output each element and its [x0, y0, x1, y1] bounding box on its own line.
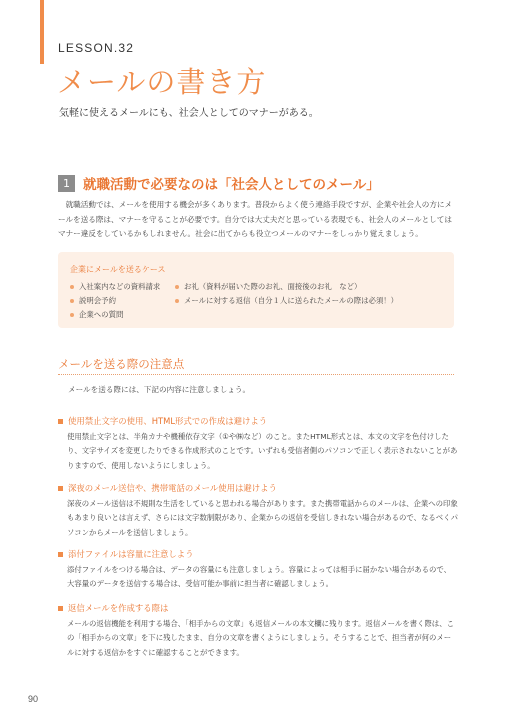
list-item: お礼（資料が届いた際のお礼、面接後のお礼 など） [175, 280, 398, 294]
list-item: 企業への質問 [70, 308, 160, 322]
caution-item-title: 添付ファイルは容量に注意しよう [68, 549, 194, 559]
square-bullet-icon [58, 486, 63, 491]
page-number: 90 [28, 694, 39, 704]
section2-intro: メールを送る際には、下記の内容に注意しましょう。 [68, 385, 251, 394]
caution-item-title: 深夜のメール送信や、携帯電話のメール使用は避けよう [68, 483, 277, 493]
caution-item-body: メールの返信機能を利用する場合、「相手からの文章」も返信メールの本文欄に残ります。返信メールを書く際は、この「相手からの文章」を下に残したまま、自分の文章を書くようにしましょう。そうすることで、担当者が何のメールに対する返信かをすぐに確認することができます。 [67, 619, 454, 657]
caution-item [58, 548, 458, 592]
caution-item-heading [58, 602, 458, 614]
page-subtitle: 気軽に使えるメールにも、社会人としてのマナーがある。 [59, 108, 319, 119]
accent-bar [40, 0, 44, 64]
caution-item-title: 返信メールを作成する際は [68, 603, 169, 613]
caution-item-heading [58, 482, 458, 494]
caution-item [58, 482, 458, 540]
caution-item [58, 602, 458, 660]
square-bullet-icon [58, 552, 63, 557]
list-item: メールに対する返信（自分１人に送られたメールの際は必須！） [175, 294, 398, 308]
caution-item-heading [58, 548, 458, 560]
section2-title: メールを送る際の注意点 [58, 357, 185, 371]
section1-heading [58, 173, 380, 193]
section1-title: 就職活動で必要なのは「社会人としてのメール」 [83, 177, 380, 193]
section2-divider [58, 374, 454, 375]
caution-item-body: 深夜のメール送信は不規則な生活をしていると思われる場合があります。また携帯電話からのメールは、企業への印象もあまり良いとは言えず、さらには文字数制限があり、企業からの返信を受信しきれない場合があるので、なるべくパソコンからメールを送信しましょう。 [67, 499, 458, 537]
section-number-badge: 1 [58, 175, 75, 192]
square-bullet-icon [58, 419, 63, 424]
list-item: 説明会予約 [70, 294, 160, 308]
caution-item-title: 使用禁止文字の使用、HTML形式での作成は避けよう [68, 416, 268, 426]
caution-item-heading [58, 415, 458, 427]
caution-item-body: 添付ファイルをつける場合は、データの容量にも注意しましょう。容量によっては相手に届かない場合があるので、大容量のデータを送信する場合は、受信可能か事前に担当者に確認しましょう。 [67, 565, 452, 589]
email-cases-title: 企業にメールを送るケース [70, 265, 166, 274]
email-cases-box [58, 252, 454, 328]
caution-item [58, 415, 458, 473]
lesson-label: LESSON.32 [58, 41, 135, 55]
page-title: メールの書き方 [57, 65, 267, 99]
email-cases-left-list [70, 280, 160, 322]
square-bullet-icon [58, 606, 63, 611]
caution-item-body: 使用禁止文字とは、半角カナや機種依存文字（①や㈱など）のこと。またHTML形式とは、本文の文字を色付けしたり、文字サイズを変更したりできる作成形式のことです。いずれも受信者側のパソコンで正しく表示されないことがありますので、使用しないようにしましょう。 [67, 432, 458, 470]
email-cases-right-list [175, 280, 398, 308]
list-item: 入社案内などの資料請求 [70, 280, 160, 294]
section1-body: 就職活動では、メールを使用する機会が多くあります。普段からよく使う連絡手段ですが、企業や社会人の方にメールを送る際は、マナーを守ることが必要です。自分では大丈夫だと思っている表現でも、社会人のメールとしてはマナー違反をしているかもしれません。社会に出てからも役立つメールのマナーをしっかり覚えましょう。 [58, 200, 453, 238]
